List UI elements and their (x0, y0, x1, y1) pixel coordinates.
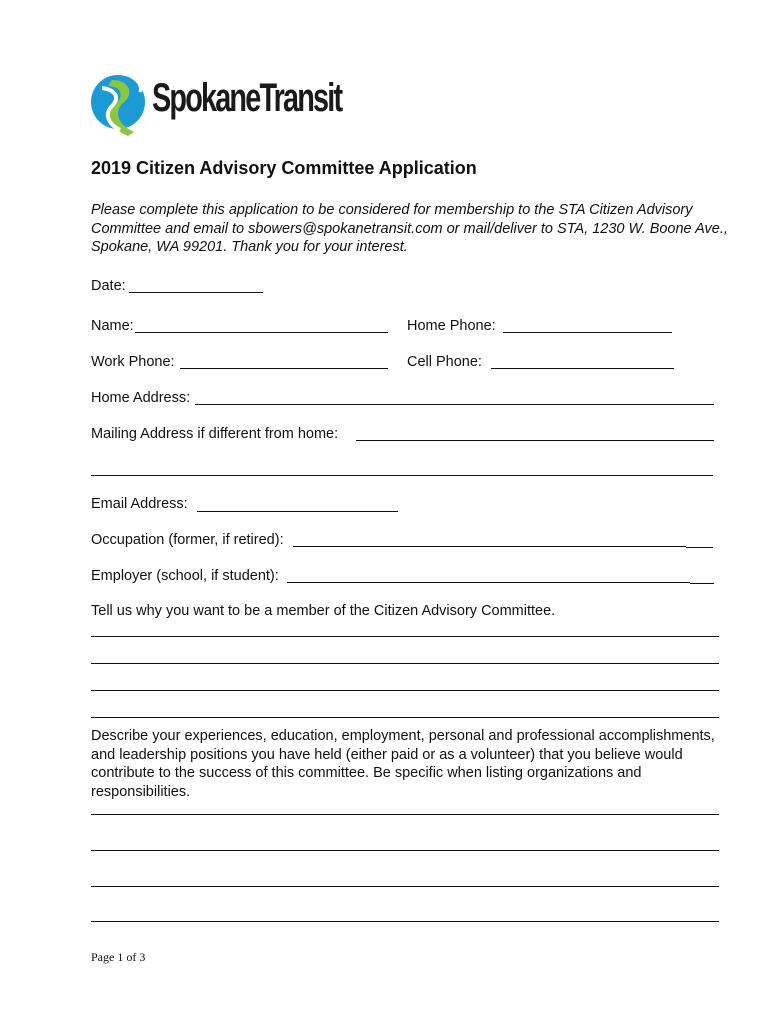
describe-answer-line-3[interactable] (91, 886, 719, 887)
spokane-transit-logo-mark (90, 72, 152, 138)
describe-answer-line-1[interactable] (91, 814, 719, 815)
employer-field[interactable] (287, 582, 690, 583)
describe-answer-line-2[interactable] (91, 850, 719, 851)
page-title: 2019 Citizen Advisory Committee Application (91, 158, 477, 178)
logo-wordmark: SpokaneTransit (152, 76, 342, 120)
date-field[interactable] (129, 292, 263, 293)
occupation-field-tail (686, 547, 713, 548)
mailing-address-field[interactable] (356, 440, 714, 441)
work-phone-field[interactable] (180, 368, 388, 369)
why-prompt: Tell us why you want to be a member of the Citizen Advisory Committee. (91, 603, 556, 619)
home-phone-label: Home Phone: (407, 318, 496, 334)
name-field[interactable] (135, 332, 388, 333)
name-label: Name: (91, 318, 134, 334)
occupation-label: Occupation (former, if retired): (91, 532, 284, 548)
date-label: Date: (91, 278, 126, 294)
why-answer-line-4[interactable] (91, 717, 719, 718)
employer-field-tail (690, 583, 714, 584)
cell-phone-label: Cell Phone: (407, 354, 482, 370)
why-answer-line-2[interactable] (91, 663, 719, 664)
intro-paragraph: Please complete this application to be considered for membership to the STA Citizen Advisory Committee and email to sbowers@spokanetransit.com or mail/deliver to STA, 1230 W. Boone Ave., Spokane, WA 99201. Thank you for your interest. (91, 202, 728, 255)
email-field[interactable] (197, 511, 398, 512)
why-answer-line-1[interactable] (91, 636, 719, 637)
employer-label: Employer (school, if student): (91, 568, 279, 584)
mailing-address-label: Mailing Address if different from home: (91, 426, 339, 442)
home-address-field[interactable] (195, 404, 714, 405)
home-address-label: Home Address: (91, 390, 191, 406)
work-phone-label: Work Phone: (91, 354, 175, 370)
email-label: Email Address: (91, 496, 188, 512)
occupation-field[interactable] (293, 546, 686, 547)
cell-phone-field[interactable] (491, 368, 674, 369)
describe-answer-line-4[interactable] (91, 921, 719, 922)
mailing-address-field-line-2[interactable] (91, 475, 713, 476)
page-number: Page 1 of 3 (91, 950, 146, 964)
home-phone-field[interactable] (503, 332, 672, 333)
why-answer-line-3[interactable] (91, 690, 719, 691)
describe-prompt: Describe your experiences, education, employment, personal and professional accomplishments, and leadership positions you have held (either paid or as a volunteer) that you believe would contribute to the success of this committee. Be specific when listing organizations and responsibilities. (91, 728, 715, 800)
